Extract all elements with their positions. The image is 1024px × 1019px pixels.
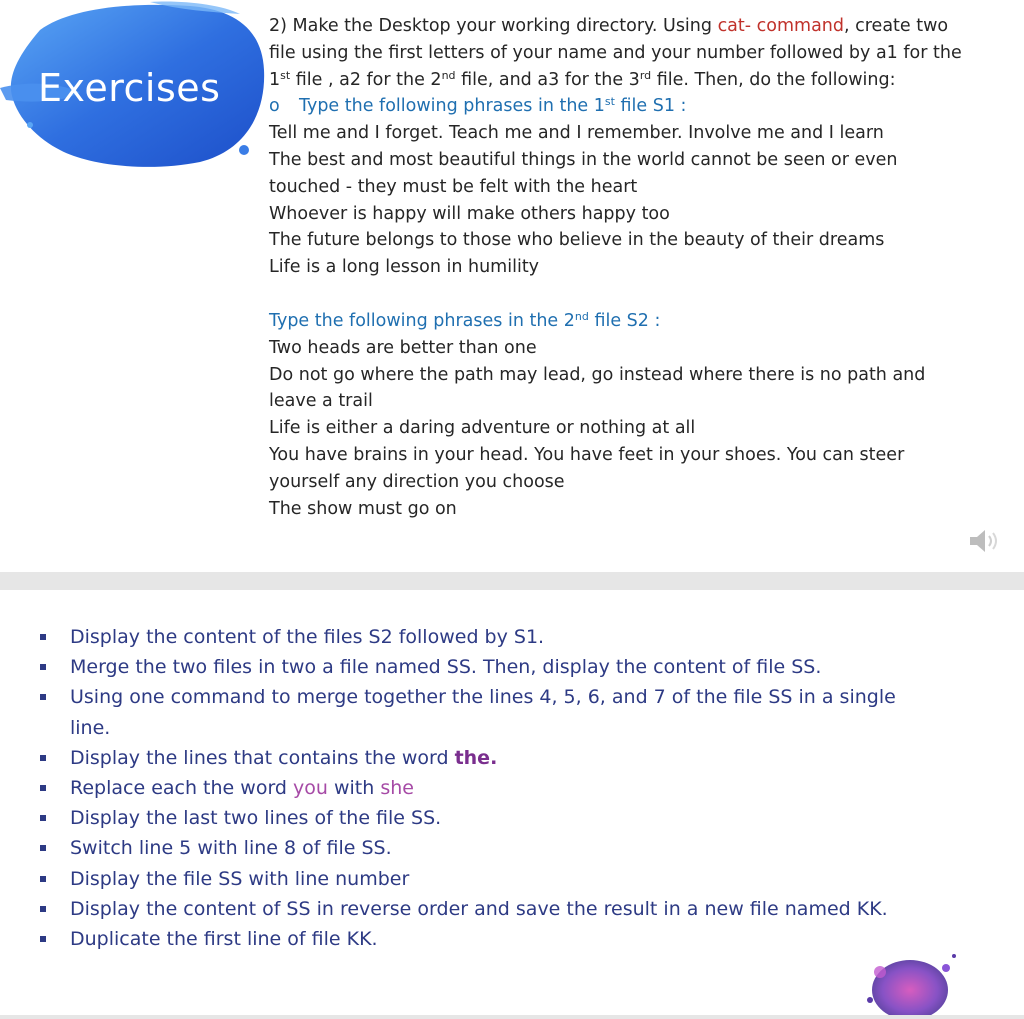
s1-heading: o Type the following phrases in the 1st file S1 :	[269, 93, 1009, 120]
s1-line: Tell me and I forget. Teach me and I remember. Involve me and I learn	[269, 123, 884, 144]
list-item: Display the content of SS in reverse order and save the result in a new file named KK.	[40, 894, 1000, 924]
s1-line: Life is a long lesson in humility	[269, 257, 540, 278]
list-item: Display the content of the files S2 followed by S1.	[40, 622, 1000, 652]
s1-line: The future belongs to those who believe in the beauty of their dreams	[269, 230, 885, 251]
highlight-word-the: the.	[454, 746, 498, 769]
exercise-text	[269, 13, 1009, 522]
s1-line: The best and most beautiful things in the world cannot be seen or even	[269, 149, 898, 170]
list-item: Switch line 5 with line 8 of file SS.	[40, 833, 1000, 863]
hollow-bullet-icon: o	[269, 96, 280, 117]
s1-line: Whoever is happy will make others happy too	[269, 203, 670, 224]
s2-line: yourself any direction you choose	[269, 471, 565, 492]
exercises-badge	[0, 0, 270, 175]
cat-command-text: cat- command	[717, 16, 844, 36]
list-item: Display the file SS with line number	[40, 864, 1000, 894]
slide-2	[0, 590, 1024, 1015]
s2-line: leave a trail	[269, 391, 373, 412]
intro-line-3: 1st file , a2 for the 2nd file, and a3 for the 3rd file. Then, do the following:	[269, 68, 896, 90]
list-item: Display the lines that contains the word the.	[40, 743, 1000, 773]
list-item: Using one command to merge together the lines 4, 5, 6, and 7 of the file SS in a single line.	[40, 682, 1000, 742]
s2-line: Two heads are better than one	[269, 337, 537, 358]
list-item: Display the last two lines of the file SS.	[40, 803, 1000, 833]
purple-paint-splash	[850, 942, 965, 1015]
s2-line: Life is either a daring adventure or nothing at all	[269, 418, 696, 439]
task-list	[40, 622, 1000, 954]
s2-line: You have brains in your head. You have feet in your shoes. You can steer	[269, 444, 905, 465]
s2-line: The show must go on	[269, 498, 457, 519]
list-item: Merge the two files in two a file named SS. Then, display the content of file SS.	[40, 652, 1000, 682]
s1-line: touched - they must be felt with the heart	[269, 176, 638, 197]
list-item: Duplicate the first line of file KK.	[40, 924, 1000, 954]
list-item: Replace each the word you with she	[40, 773, 1000, 803]
intro-line-1: 2) Make the Desktop your working directory. Using cat- command, create two	[269, 16, 949, 36]
highlight-word-you: you	[293, 777, 328, 800]
highlight-word-she: she	[380, 777, 414, 800]
badge-title: Exercises	[38, 66, 221, 110]
s2-line: Do not go where the path may lead, go instead where there is no path and	[269, 364, 926, 385]
s2-heading: Type the following phrases in the 2nd file S2 :	[269, 309, 661, 331]
intro-line-2: file using the first letters of your name and your number followed by a1 for the	[269, 42, 962, 63]
speaker-icon[interactable]	[966, 526, 1002, 556]
